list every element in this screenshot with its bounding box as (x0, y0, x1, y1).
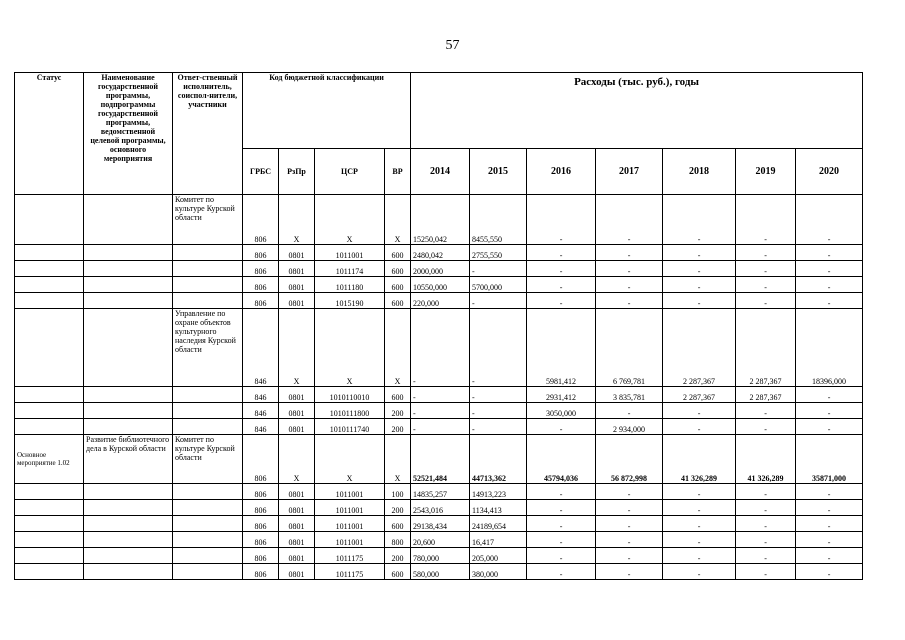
row-value-2015: 16,417 (470, 532, 527, 548)
row-grbs-cell: 806 (243, 195, 279, 245)
table-row (15, 277, 863, 293)
row-vr-cell: 600 (385, 564, 411, 580)
row-executor-cell (173, 532, 243, 548)
row-value-2015: 8455,550 (470, 195, 527, 245)
row-value-2019: 2 287,367 (736, 309, 796, 387)
row-value-2018: - (663, 516, 736, 532)
row-value-2018: - (663, 195, 736, 245)
row-value-2016: - (527, 500, 596, 516)
row-vr-cell: 600 (385, 387, 411, 403)
row-value-2016: - (527, 516, 596, 532)
row-value-2016: - (527, 564, 596, 580)
row-value-2019: - (736, 548, 796, 564)
row-value-2015: - (470, 387, 527, 403)
header-grbs: ГРБС (243, 149, 279, 195)
table-row (15, 403, 863, 419)
row-csr-cell: 1011174 (315, 261, 385, 277)
table-row (15, 293, 863, 309)
row-value-2014: 10550,000 (411, 277, 470, 293)
row-value-2015: - (470, 403, 527, 419)
table-row (15, 419, 863, 435)
row-value-2017: - (596, 277, 663, 293)
row-name-cell (84, 245, 173, 261)
row-rzpr-cell: 0801 (279, 261, 315, 277)
row-vr-cell: 600 (385, 293, 411, 309)
row-value-2020: - (796, 277, 863, 293)
header-expenses-group: Расходы (тыс. руб.), годы (411, 73, 863, 149)
row-vr-cell: 100 (385, 484, 411, 500)
row-grbs-cell: 806 (243, 261, 279, 277)
row-name-cell (84, 564, 173, 580)
row-value-2016: - (527, 293, 596, 309)
row-executor-cell (173, 261, 243, 277)
row-name-cell (84, 484, 173, 500)
row-name-cell (84, 500, 173, 516)
row-value-2017: - (596, 564, 663, 580)
row-value-2015: 44713,362 (470, 435, 527, 484)
row-csr-cell: Х (315, 195, 385, 245)
row-value-2014: 220,000 (411, 293, 470, 309)
row-vr-cell: 800 (385, 532, 411, 548)
row-value-2019: - (736, 245, 796, 261)
row-value-2015: 5700,000 (470, 277, 527, 293)
table-row (15, 548, 863, 564)
row-value-2017: 56 872,998 (596, 435, 663, 484)
row-value-2014: 580,000 (411, 564, 470, 580)
row-executor-cell (173, 403, 243, 419)
row-grbs-cell: 806 (243, 293, 279, 309)
header-code-group: Код бюджетной классификации (243, 73, 411, 149)
row-name-cell (84, 548, 173, 564)
row-value-2014: 2543,016 (411, 500, 470, 516)
row-value-2019: - (736, 516, 796, 532)
table-row (15, 261, 863, 277)
row-grbs-cell: 846 (243, 309, 279, 387)
row-csr-cell: 1011001 (315, 484, 385, 500)
table-row (15, 564, 863, 580)
row-status-cell (15, 387, 84, 403)
row-value-2016: 45794,036 (527, 435, 596, 484)
row-name-cell (84, 195, 173, 245)
row-value-2018: - (663, 548, 736, 564)
row-grbs-cell: 806 (243, 277, 279, 293)
row-executor-cell (173, 277, 243, 293)
row-rzpr-cell: 0801 (279, 277, 315, 293)
row-value-2019: 2 287,367 (736, 387, 796, 403)
row-value-2017: - (596, 245, 663, 261)
row-executor-cell (173, 293, 243, 309)
row-vr-cell: Х (385, 435, 411, 484)
table-row (15, 387, 863, 403)
row-csr-cell: Х (315, 309, 385, 387)
row-value-2017: - (596, 500, 663, 516)
row-csr-cell: 1011001 (315, 532, 385, 548)
header-name: Наименование государственной программы, подпрограммы государственной программы, ведомственной целевой программы, основного мероприятия (84, 73, 173, 195)
row-vr-cell: 600 (385, 245, 411, 261)
header-year: 2018 (663, 149, 736, 195)
row-value-2016: - (527, 245, 596, 261)
row-vr-cell: 200 (385, 500, 411, 516)
header-year: 2016 (527, 149, 596, 195)
row-value-2014: 14835,257 (411, 484, 470, 500)
row-executor-cell (173, 564, 243, 580)
row-value-2014: 2480,042 (411, 245, 470, 261)
row-value-2017: - (596, 532, 663, 548)
row-value-2017: 3 835,781 (596, 387, 663, 403)
row-value-2016: 3050,000 (527, 403, 596, 419)
header-year: 2015 (470, 149, 527, 195)
row-value-2018: - (663, 484, 736, 500)
row-value-2018: - (663, 293, 736, 309)
row-value-2019: - (736, 564, 796, 580)
budget-table (14, 72, 863, 580)
row-value-2018: 41 326,289 (663, 435, 736, 484)
table-row (15, 484, 863, 500)
row-name-cell (84, 419, 173, 435)
row-value-2020: - (796, 564, 863, 580)
row-vr-cell: 200 (385, 403, 411, 419)
row-status-cell (15, 403, 84, 419)
row-value-2016: - (527, 548, 596, 564)
row-value-2020: - (796, 403, 863, 419)
header-year: 2017 (596, 149, 663, 195)
row-status-cell (15, 245, 84, 261)
row-value-2019: - (736, 484, 796, 500)
row-name-cell (84, 261, 173, 277)
row-value-2014: - (411, 403, 470, 419)
row-executor-cell: Управление по охране объектов культурного наследия Курской области (173, 309, 243, 387)
row-csr-cell: 1011175 (315, 564, 385, 580)
row-vr-cell: 600 (385, 516, 411, 532)
row-value-2018: - (663, 245, 736, 261)
row-value-2020: - (796, 532, 863, 548)
row-value-2018: - (663, 261, 736, 277)
row-value-2017: - (596, 261, 663, 277)
row-value-2020: - (796, 195, 863, 245)
row-value-2014: 29138,434 (411, 516, 470, 532)
row-value-2016: - (527, 195, 596, 245)
row-vr-cell: 200 (385, 419, 411, 435)
row-value-2016: 2931,412 (527, 387, 596, 403)
row-status-cell (15, 309, 84, 387)
row-value-2014: 15250,042 (411, 195, 470, 245)
row-value-2017: 6 769,781 (596, 309, 663, 387)
row-value-2019: - (736, 500, 796, 516)
row-grbs-cell: 846 (243, 403, 279, 419)
row-value-2019: - (736, 419, 796, 435)
row-value-2019: - (736, 532, 796, 548)
row-value-2015: 14913,223 (470, 484, 527, 500)
row-executor-cell (173, 245, 243, 261)
header-year: 2020 (796, 149, 863, 195)
row-value-2019: - (736, 403, 796, 419)
row-status-cell (15, 532, 84, 548)
row-rzpr-cell: 0801 (279, 532, 315, 548)
row-executor-cell: Комитет по культуре Курской области (173, 195, 243, 245)
table-row (15, 532, 863, 548)
row-value-2018: - (663, 419, 736, 435)
row-value-2015: - (470, 261, 527, 277)
row-status-cell (15, 484, 84, 500)
row-csr-cell: 1010111800 (315, 403, 385, 419)
row-value-2016: - (527, 419, 596, 435)
row-executor-cell (173, 500, 243, 516)
row-value-2017: - (596, 484, 663, 500)
row-value-2016: - (527, 532, 596, 548)
row-name-cell (84, 293, 173, 309)
row-name-cell: Развитие библиотечного дела в Курской области (84, 435, 173, 484)
header-vr: ВР (385, 149, 411, 195)
row-grbs-cell: 806 (243, 435, 279, 484)
row-grbs-cell: 806 (243, 516, 279, 532)
row-value-2018: - (663, 564, 736, 580)
row-csr-cell: 1010110010 (315, 387, 385, 403)
row-value-2015: 24189,654 (470, 516, 527, 532)
row-value-2019: - (736, 293, 796, 309)
row-name-cell (84, 516, 173, 532)
row-value-2020: 35871,000 (796, 435, 863, 484)
header-rzpr: РзПр (279, 149, 315, 195)
row-value-2019: - (736, 277, 796, 293)
row-status-cell (15, 261, 84, 277)
row-value-2014: - (411, 309, 470, 387)
row-grbs-cell: 846 (243, 387, 279, 403)
row-grbs-cell: 806 (243, 484, 279, 500)
header-status: Статус (15, 73, 84, 195)
row-csr-cell: 1015190 (315, 293, 385, 309)
table-body (15, 195, 863, 580)
row-rzpr-cell: 0801 (279, 293, 315, 309)
row-value-2020: - (796, 419, 863, 435)
row-csr-cell: 1011001 (315, 516, 385, 532)
row-vr-cell: Х (385, 309, 411, 387)
row-value-2020: - (796, 516, 863, 532)
row-status-cell (15, 277, 84, 293)
row-value-2020: - (796, 261, 863, 277)
row-value-2020: - (796, 245, 863, 261)
row-executor-cell: Комитет по культуре Курской области (173, 435, 243, 484)
row-value-2017: - (596, 293, 663, 309)
row-name-cell (84, 387, 173, 403)
row-value-2018: 2 287,367 (663, 387, 736, 403)
row-value-2019: - (736, 195, 796, 245)
row-rzpr-cell: Х (279, 309, 315, 387)
row-grbs-cell: 806 (243, 532, 279, 548)
table-row (15, 500, 863, 516)
row-csr-cell: 1011001 (315, 245, 385, 261)
row-grbs-cell: 806 (243, 548, 279, 564)
row-value-2017: - (596, 548, 663, 564)
row-name-cell (84, 309, 173, 387)
row-value-2014: - (411, 387, 470, 403)
row-grbs-cell: 806 (243, 500, 279, 516)
row-status-cell (15, 564, 84, 580)
row-grbs-cell: 806 (243, 245, 279, 261)
row-value-2020: - (796, 293, 863, 309)
row-value-2018: - (663, 277, 736, 293)
row-value-2014: 52521,484 (411, 435, 470, 484)
header-executor: Ответ-ственный исполнитель, соиспол-нители, участники (173, 73, 243, 195)
row-rzpr-cell: 0801 (279, 548, 315, 564)
row-executor-cell (173, 516, 243, 532)
row-vr-cell: 600 (385, 261, 411, 277)
row-name-cell (84, 403, 173, 419)
table-row (15, 309, 863, 387)
row-csr-cell: 1011175 (315, 548, 385, 564)
row-value-2020: - (796, 484, 863, 500)
row-value-2015: 1134,413 (470, 500, 527, 516)
header-year: 2019 (736, 149, 796, 195)
row-value-2016: - (527, 261, 596, 277)
row-value-2017: - (596, 195, 663, 245)
row-rzpr-cell: 0801 (279, 387, 315, 403)
row-executor-cell (173, 548, 243, 564)
row-status-cell (15, 548, 84, 564)
row-vr-cell: 200 (385, 548, 411, 564)
row-status-cell (15, 419, 84, 435)
row-value-2018: - (663, 500, 736, 516)
row-value-2020: - (796, 387, 863, 403)
row-value-2019: 41 326,289 (736, 435, 796, 484)
header-csr: ЦСР (315, 149, 385, 195)
table-row (15, 516, 863, 532)
row-value-2015: 205,000 (470, 548, 527, 564)
row-vr-cell: 600 (385, 277, 411, 293)
row-csr-cell: 1010111740 (315, 419, 385, 435)
row-status-cell (15, 195, 84, 245)
row-executor-cell (173, 484, 243, 500)
row-rzpr-cell: 0801 (279, 419, 315, 435)
row-value-2020: - (796, 548, 863, 564)
row-csr-cell: Х (315, 435, 385, 484)
table-row (15, 245, 863, 261)
row-value-2018: - (663, 403, 736, 419)
row-value-2015: 380,000 (470, 564, 527, 580)
row-csr-cell: 1011001 (315, 500, 385, 516)
row-value-2015: - (470, 309, 527, 387)
row-rzpr-cell: 0801 (279, 564, 315, 580)
row-vr-cell: Х (385, 195, 411, 245)
row-value-2016: 5981,412 (527, 309, 596, 387)
row-status-cell: Основное мероприятие 1.02 (15, 435, 84, 484)
row-value-2014: 2000,000 (411, 261, 470, 277)
row-value-2015: 2755,550 (470, 245, 527, 261)
row-status-cell (15, 516, 84, 532)
row-executor-cell (173, 387, 243, 403)
row-name-cell (84, 532, 173, 548)
row-rzpr-cell: 0801 (279, 500, 315, 516)
row-value-2020: 18396,000 (796, 309, 863, 387)
row-status-cell (15, 500, 84, 516)
row-name-cell (84, 277, 173, 293)
table-row (15, 435, 863, 484)
table-row (15, 195, 863, 245)
row-rzpr-cell: Х (279, 435, 315, 484)
row-rzpr-cell: 0801 (279, 403, 315, 419)
row-value-2017: - (596, 403, 663, 419)
row-value-2020: - (796, 500, 863, 516)
row-csr-cell: 1011180 (315, 277, 385, 293)
row-executor-cell (173, 419, 243, 435)
row-rzpr-cell: Х (279, 195, 315, 245)
row-grbs-cell: 806 (243, 564, 279, 580)
row-status-cell (15, 293, 84, 309)
row-value-2017: 2 934,000 (596, 419, 663, 435)
row-rzpr-cell: 0801 (279, 484, 315, 500)
row-value-2018: 2 287,367 (663, 309, 736, 387)
row-value-2018: - (663, 532, 736, 548)
row-value-2019: - (736, 261, 796, 277)
row-value-2017: - (596, 516, 663, 532)
page-number: 57 (445, 38, 460, 53)
row-rzpr-cell: 0801 (279, 516, 315, 532)
row-rzpr-cell: 0801 (279, 245, 315, 261)
row-value-2016: - (527, 277, 596, 293)
row-value-2014: - (411, 419, 470, 435)
header-year: 2014 (411, 149, 470, 195)
row-value-2014: 780,000 (411, 548, 470, 564)
row-value-2016: - (527, 484, 596, 500)
row-value-2014: 20,600 (411, 532, 470, 548)
row-value-2015: - (470, 293, 527, 309)
row-grbs-cell: 846 (243, 419, 279, 435)
row-value-2015: - (470, 419, 527, 435)
